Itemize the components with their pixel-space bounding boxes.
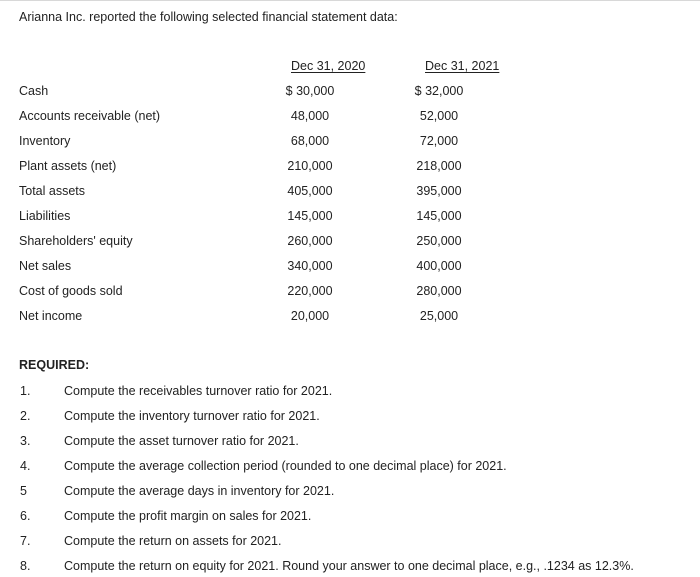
- table-row: [0, 84, 700, 102]
- value-2020: 220,000: [287, 284, 333, 298]
- value-2021: 25,000: [419, 309, 459, 323]
- value-2021: 395,000: [416, 184, 462, 198]
- intro-text: Arianna Inc. reported the following selected financial statement data:: [19, 10, 398, 24]
- item-number: 5: [20, 484, 27, 498]
- table-row: [0, 259, 700, 277]
- value-2020: 405,000: [287, 184, 333, 198]
- table-row: [0, 284, 700, 302]
- row-label: Accounts receivable (net): [19, 109, 161, 123]
- item-text: Compute the inventory turnover ratio for 2021.: [64, 409, 320, 423]
- value-2021: $ 32,000: [414, 84, 464, 98]
- table-row: [0, 109, 700, 127]
- table-row: [0, 234, 700, 252]
- row-label: Inventory: [19, 134, 71, 148]
- value-2020: 68,000: [290, 134, 330, 148]
- value-2021: 218,000: [416, 159, 462, 173]
- list-item: [0, 559, 700, 577]
- value-2021: 145,000: [416, 209, 462, 223]
- item-number: 3.: [20, 434, 31, 448]
- item-number: 4.: [20, 459, 31, 473]
- item-text: Compute the profit margin on sales for 2021.: [64, 509, 312, 523]
- item-text: Compute the receivables turnover ratio for 2021.: [64, 384, 333, 398]
- item-text: Compute the asset turnover ratio for 2021.: [64, 434, 299, 448]
- item-number: 8.: [20, 559, 31, 573]
- top-divider: [0, 0, 700, 1]
- item-number: 7.: [20, 534, 31, 548]
- table-row: [0, 209, 700, 227]
- item-text: Compute the average collection period (rounded to one decimal place) for 2021.: [64, 459, 507, 473]
- value-2020: 48,000: [290, 109, 330, 123]
- item-number: 2.: [20, 409, 31, 423]
- row-label: Cost of goods sold: [19, 284, 123, 298]
- value-2020: 260,000: [287, 234, 333, 248]
- list-item: [0, 384, 700, 402]
- item-text: Compute the return on assets for 2021.: [64, 534, 282, 548]
- column-header-2021: Dec 31, 2021: [425, 59, 500, 73]
- row-label: Net sales: [19, 259, 72, 273]
- value-2020: 340,000: [287, 259, 333, 273]
- table-row: [0, 309, 700, 327]
- value-2021: 400,000: [416, 259, 462, 273]
- row-label: Liabilities: [19, 209, 71, 223]
- list-item: [0, 434, 700, 452]
- value-2021: 280,000: [416, 284, 462, 298]
- value-2020: 20,000: [290, 309, 330, 323]
- item-text: Compute the average days in inventory for 2021.: [64, 484, 335, 498]
- list-item: [0, 459, 700, 477]
- required-heading: REQUIRED:: [19, 358, 90, 372]
- list-item: [0, 509, 700, 527]
- list-item: [0, 409, 700, 427]
- table-row: [0, 159, 700, 177]
- table-row: [0, 134, 700, 152]
- item-number: 1.: [20, 384, 31, 398]
- item-text: Compute the return on equity for 2021. Round your answer to one decimal place, e.g., .1234 as 12.3%.: [64, 559, 634, 573]
- row-label: Plant assets (net): [19, 159, 117, 173]
- table-row: [0, 184, 700, 202]
- column-header-2020: Dec 31, 2020: [291, 59, 366, 73]
- row-label: Shareholders' equity: [19, 234, 133, 248]
- list-item: [0, 484, 700, 502]
- row-label: Net income: [19, 309, 83, 323]
- list-item: [0, 534, 700, 552]
- value-2020: $ 30,000: [285, 84, 335, 98]
- value-2020: 210,000: [287, 159, 333, 173]
- row-label: Cash: [19, 84, 49, 98]
- item-number: 6.: [20, 509, 31, 523]
- value-2021: 52,000: [419, 109, 459, 123]
- row-label: Total assets: [19, 184, 86, 198]
- value-2020: 145,000: [287, 209, 333, 223]
- value-2021: 72,000: [419, 134, 459, 148]
- value-2021: 250,000: [416, 234, 462, 248]
